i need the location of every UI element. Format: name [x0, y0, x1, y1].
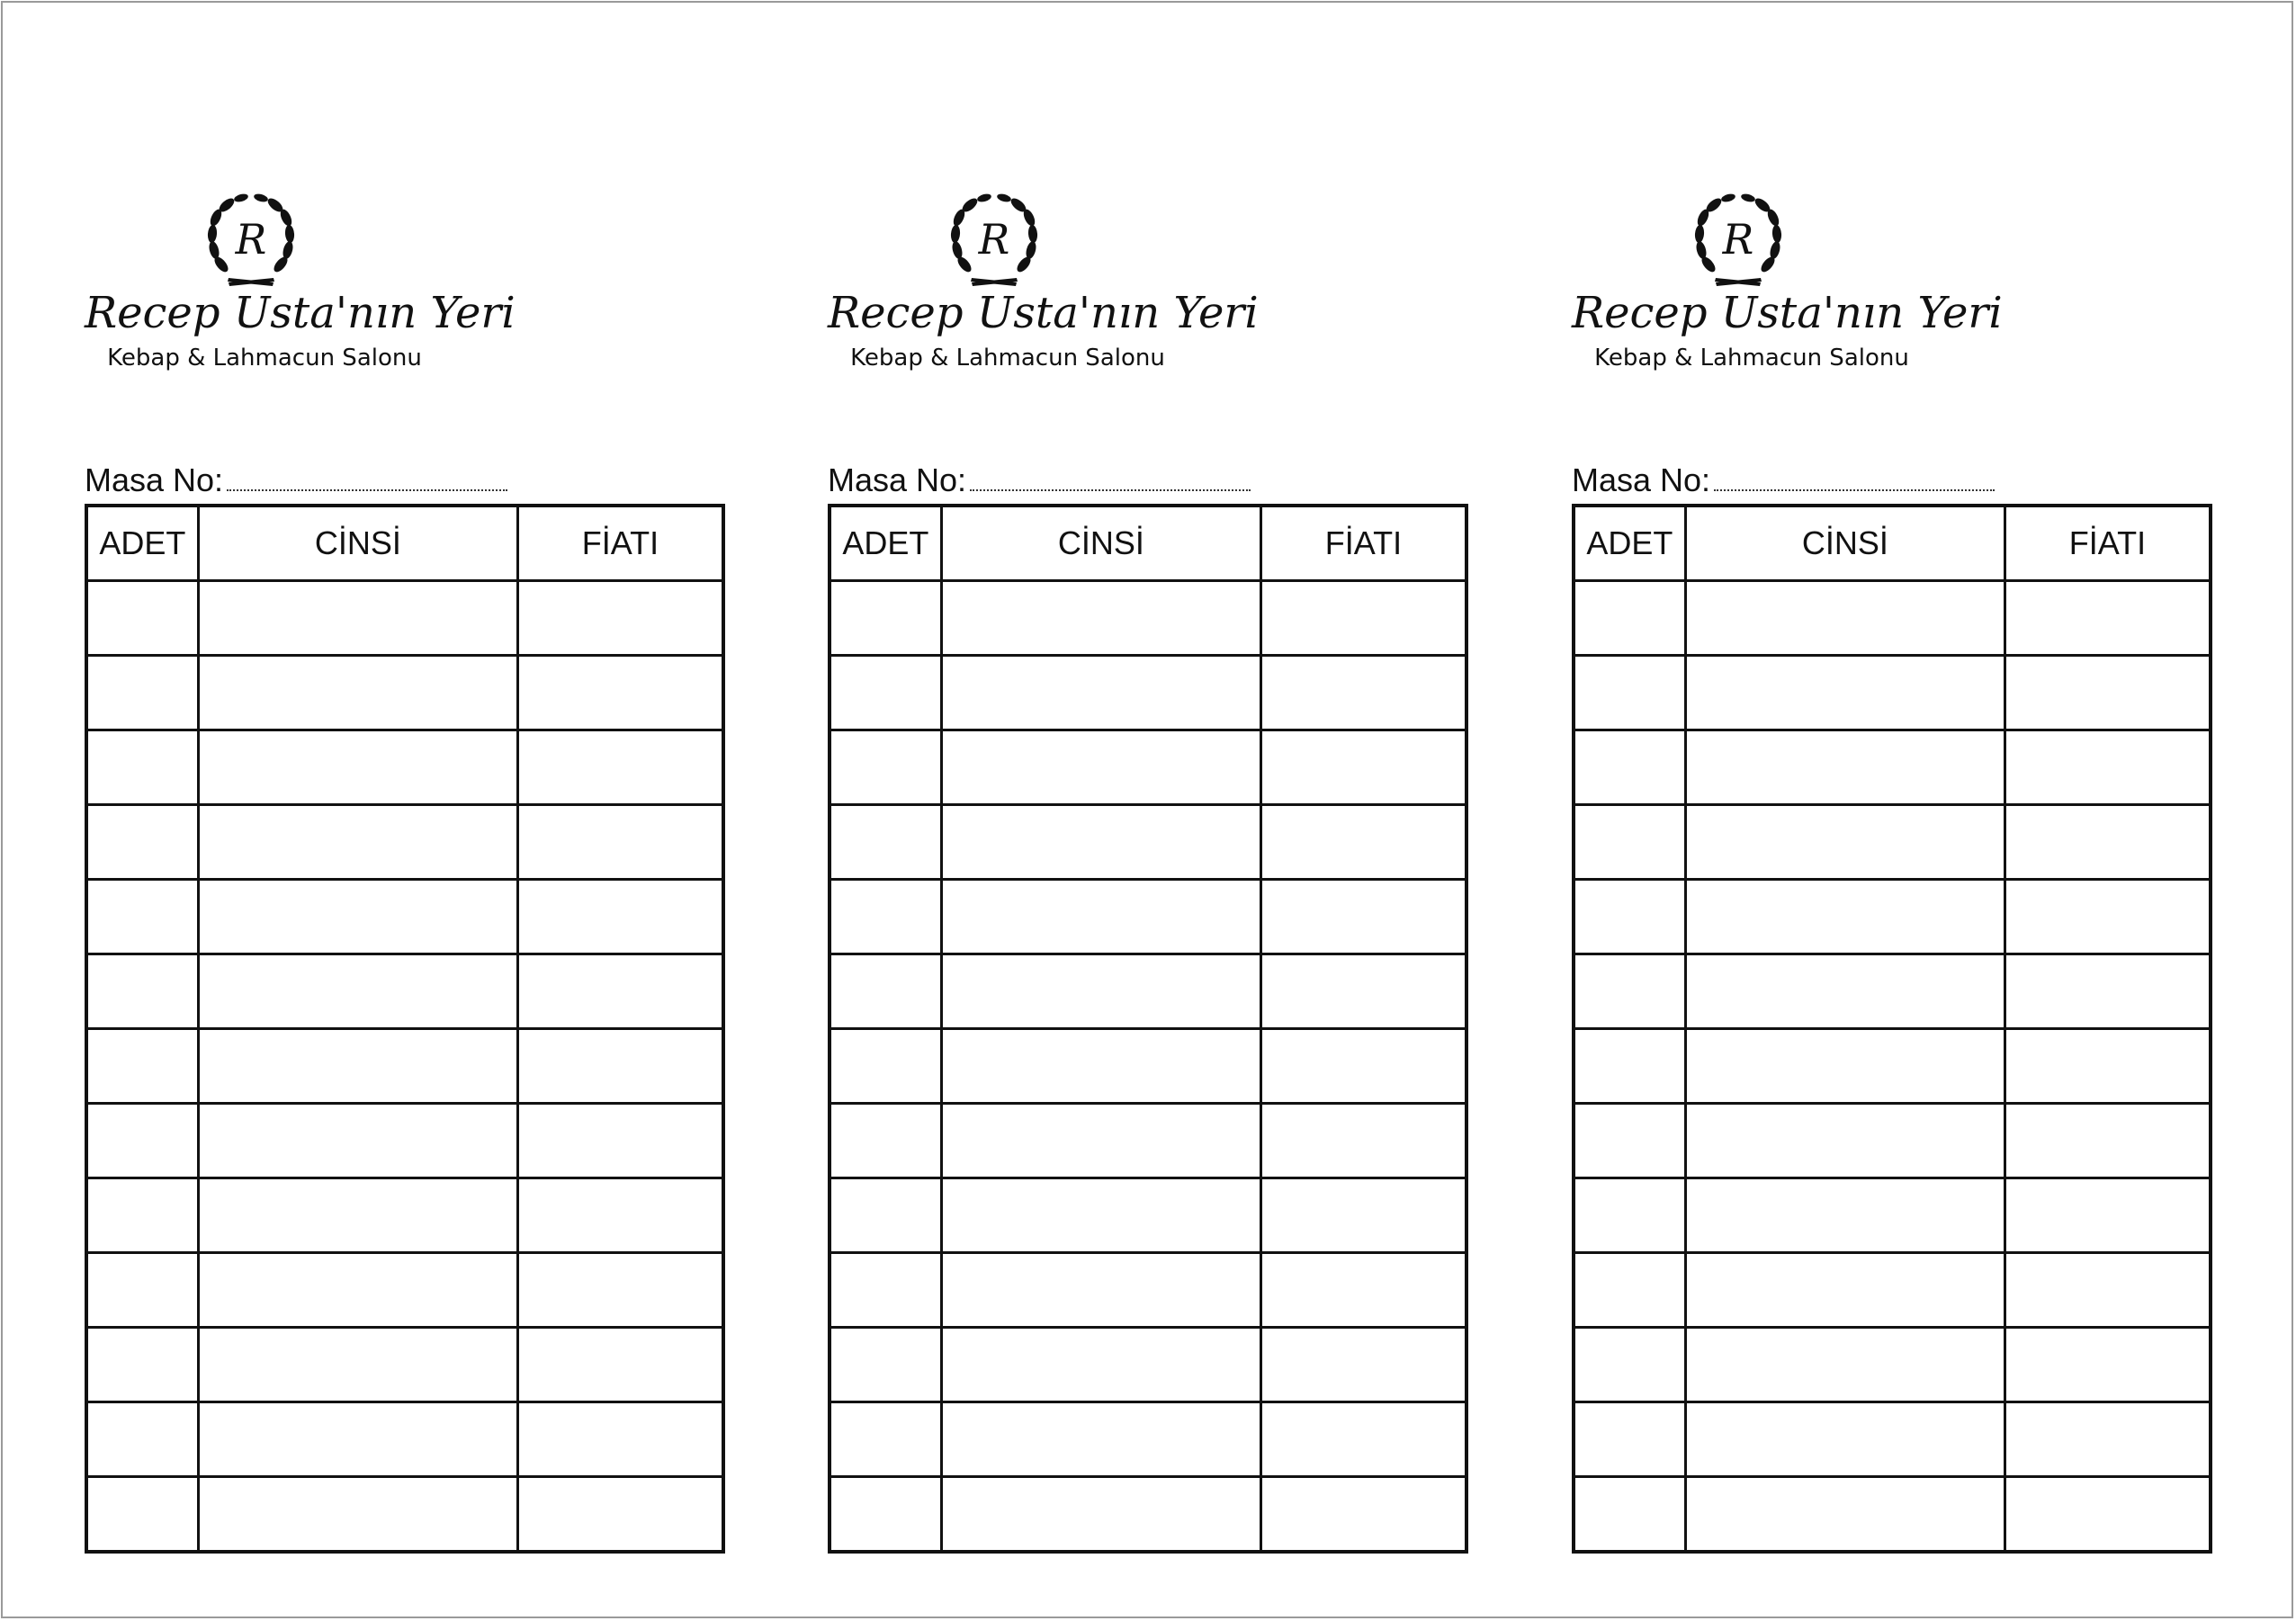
- cell-cinsi[interactable]: [941, 1328, 1260, 1402]
- cell-cinsi[interactable]: [198, 656, 517, 730]
- cell-fiati[interactable]: [517, 1402, 723, 1477]
- svg-text:R: R: [1722, 215, 1754, 264]
- table-row: [86, 1402, 723, 1477]
- cell-adet[interactable]: [86, 1328, 198, 1402]
- cell-fiati[interactable]: [2005, 1104, 2211, 1178]
- table-row: [830, 880, 1466, 954]
- table-row: [830, 1029, 1466, 1104]
- cell-adet[interactable]: [830, 581, 941, 656]
- cell-fiati[interactable]: [2005, 1402, 2211, 1477]
- cell-fiati[interactable]: [1260, 1402, 1466, 1477]
- cell-cinsi[interactable]: [198, 1029, 517, 1104]
- cell-fiati[interactable]: [517, 1178, 723, 1253]
- cell-fiati[interactable]: [1260, 656, 1466, 730]
- cell-fiati[interactable]: [2005, 1477, 2211, 1553]
- order-table: [1572, 504, 2212, 1554]
- cell-cinsi[interactable]: [198, 1104, 517, 1178]
- cell-adet[interactable]: [830, 880, 941, 954]
- table-row: [86, 656, 723, 730]
- cell-cinsi[interactable]: [198, 730, 517, 805]
- cell-cinsi[interactable]: [941, 730, 1260, 805]
- cell-adet[interactable]: [830, 1402, 941, 1477]
- cell-adet[interactable]: [830, 1477, 941, 1553]
- cell-adet[interactable]: [86, 1402, 198, 1477]
- cell-adet[interactable]: [86, 1104, 198, 1178]
- table-row: [86, 1253, 723, 1328]
- cell-fiati[interactable]: [1260, 1477, 1466, 1553]
- cell-fiati[interactable]: [2005, 954, 2211, 1029]
- cell-fiati[interactable]: [2005, 581, 2211, 656]
- cell-fiati[interactable]: [2005, 1328, 2211, 1402]
- column-header-fiati: FİATI: [517, 506, 723, 581]
- brand-name: Recep Usta'nın Yeri: [85, 288, 516, 338]
- table-row: [830, 656, 1466, 730]
- table-row: [830, 1402, 1466, 1477]
- cell-cinsi[interactable]: [1685, 1253, 2005, 1328]
- cell-adet[interactable]: [86, 1029, 198, 1104]
- column-header-fiati: FİATI: [1260, 506, 1466, 581]
- table-row: [830, 1104, 1466, 1178]
- table-row: [1574, 1104, 2211, 1178]
- cell-cinsi[interactable]: [1685, 1178, 2005, 1253]
- cell-adet[interactable]: [830, 1178, 941, 1253]
- cell-cinsi[interactable]: [198, 581, 517, 656]
- cell-cinsi[interactable]: [1685, 656, 2005, 730]
- brand-name: Recep Usta'nın Yeri: [828, 288, 1259, 338]
- column-header-cinsi: CİNSİ: [198, 506, 517, 581]
- cell-cinsi[interactable]: [941, 1477, 1260, 1553]
- cell-adet[interactable]: [830, 1029, 941, 1104]
- cell-fiati[interactable]: [517, 880, 723, 954]
- table-row: [830, 1253, 1466, 1328]
- table-row: [830, 805, 1466, 880]
- cell-fiati[interactable]: [517, 1029, 723, 1104]
- column-header-cinsi: CİNSİ: [1685, 506, 2005, 581]
- masa-no-dotted-line[interactable]: [1714, 489, 1995, 491]
- cell-fiati[interactable]: [517, 805, 723, 880]
- order-table: [85, 504, 725, 1554]
- cell-cinsi[interactable]: [1685, 1328, 2005, 1402]
- cell-adet[interactable]: [1574, 1328, 1685, 1402]
- cell-cinsi[interactable]: [941, 1253, 1260, 1328]
- cell-fiati[interactable]: [517, 1104, 723, 1178]
- cell-adet[interactable]: [86, 730, 198, 805]
- cell-adet[interactable]: [1574, 1477, 1685, 1553]
- cell-adet[interactable]: [1574, 880, 1685, 954]
- table-row: [86, 805, 723, 880]
- cell-fiati[interactable]: [2005, 1178, 2211, 1253]
- cell-cinsi[interactable]: [198, 1402, 517, 1477]
- cell-fiati[interactable]: [517, 656, 723, 730]
- cell-cinsi[interactable]: [1685, 1104, 2005, 1178]
- cell-cinsi[interactable]: [198, 1178, 517, 1253]
- cell-adet[interactable]: [830, 656, 941, 730]
- cell-adet[interactable]: [1574, 1402, 1685, 1477]
- table-row: [830, 581, 1466, 656]
- cell-adet[interactable]: [86, 581, 198, 656]
- cell-fiati[interactable]: [1260, 954, 1466, 1029]
- cell-cinsi[interactable]: [941, 880, 1260, 954]
- cell-fiati[interactable]: [1260, 805, 1466, 880]
- cell-cinsi[interactable]: [1685, 1029, 2005, 1104]
- order-table: [828, 504, 1468, 1554]
- cell-fiati[interactable]: [1260, 880, 1466, 954]
- cell-cinsi[interactable]: [1685, 1477, 2005, 1553]
- masa-no-label: Masa No:: [85, 461, 224, 498]
- cell-cinsi[interactable]: [941, 1402, 1260, 1477]
- cell-adet[interactable]: [86, 1477, 198, 1553]
- svg-text:R: R: [978, 215, 1010, 264]
- cell-fiati[interactable]: [517, 730, 723, 805]
- cell-cinsi[interactable]: [941, 656, 1260, 730]
- masa-no-label: Masa No:: [1572, 461, 1711, 498]
- cell-adet[interactable]: [1574, 656, 1685, 730]
- table-row: [1574, 730, 2211, 805]
- table-row: [830, 954, 1466, 1029]
- brand-subtitle: Kebap & Lahmacun Salonu: [1594, 345, 1909, 372]
- table-row: [86, 1178, 723, 1253]
- masa-no-dotted-line[interactable]: [970, 489, 1251, 491]
- cell-cinsi[interactable]: [941, 954, 1260, 1029]
- cell-adet[interactable]: [830, 1253, 941, 1328]
- table-row: [1574, 1029, 2211, 1104]
- table-row: [1574, 1253, 2211, 1328]
- cell-adet[interactable]: [830, 805, 941, 880]
- table-row: [86, 1104, 723, 1178]
- masa-no-field[interactable]: [1572, 462, 1995, 498]
- order-slip-3: [1572, 0, 2212, 1621]
- column-header-adet: ADET: [1574, 506, 1685, 581]
- cell-cinsi[interactable]: [941, 1029, 1260, 1104]
- cell-cinsi[interactable]: [198, 880, 517, 954]
- order-slip-2: [828, 0, 1468, 1621]
- cell-adet[interactable]: [86, 954, 198, 1029]
- table-row: [830, 1328, 1466, 1402]
- cell-adet[interactable]: [1574, 1029, 1685, 1104]
- table-row: [86, 954, 723, 1029]
- table-header-row: [86, 506, 723, 581]
- cell-adet[interactable]: [86, 1178, 198, 1253]
- cell-fiati[interactable]: [1260, 581, 1466, 656]
- masa-no-field[interactable]: [828, 462, 1251, 498]
- cell-cinsi[interactable]: [1685, 805, 2005, 880]
- table-row: [86, 1029, 723, 1104]
- laurel-wreath-logo-icon: [1689, 193, 1788, 291]
- cell-adet[interactable]: [1574, 805, 1685, 880]
- table-row: [1574, 1328, 2211, 1402]
- table-row: [86, 730, 723, 805]
- table-row: [1574, 954, 2211, 1029]
- table-row: [830, 1477, 1466, 1553]
- cell-adet[interactable]: [86, 656, 198, 730]
- cell-cinsi[interactable]: [1685, 1402, 2005, 1477]
- table-row: [1574, 1178, 2211, 1253]
- table-row: [86, 1328, 723, 1402]
- table-row: [1574, 1402, 2211, 1477]
- column-header-adet: ADET: [830, 506, 941, 581]
- table-row: [86, 880, 723, 954]
- table-row: [1574, 805, 2211, 880]
- column-header-fiati: FİATI: [2005, 506, 2211, 581]
- laurel-wreath-logo-icon: [945, 193, 1044, 291]
- cell-adet[interactable]: [1574, 954, 1685, 1029]
- cell-fiati[interactable]: [2005, 730, 2211, 805]
- cell-fiati[interactable]: [1260, 730, 1466, 805]
- brand-subtitle: Kebap & Lahmacun Salonu: [850, 345, 1165, 372]
- cell-cinsi[interactable]: [941, 805, 1260, 880]
- cell-adet[interactable]: [830, 954, 941, 1029]
- cell-fiati[interactable]: [517, 1328, 723, 1402]
- cell-fiati[interactable]: [1260, 1178, 1466, 1253]
- table-row: [1574, 581, 2211, 656]
- column-header-adet: ADET: [86, 506, 198, 581]
- cell-fiati[interactable]: [517, 581, 723, 656]
- masa-no-dotted-line[interactable]: [227, 489, 507, 491]
- cell-adet[interactable]: [1574, 1253, 1685, 1328]
- cell-fiati[interactable]: [1260, 1328, 1466, 1402]
- cell-cinsi[interactable]: [941, 1178, 1260, 1253]
- cell-fiati[interactable]: [2005, 1253, 2211, 1328]
- cell-adet[interactable]: [86, 1253, 198, 1328]
- cell-cinsi[interactable]: [198, 1328, 517, 1402]
- cell-adet[interactable]: [830, 730, 941, 805]
- cell-cinsi[interactable]: [198, 805, 517, 880]
- cell-adet[interactable]: [1574, 581, 1685, 656]
- laurel-wreath-logo-icon: [202, 193, 300, 291]
- table-row: [1574, 880, 2211, 954]
- order-slip-1: [85, 0, 725, 1621]
- brand-subtitle: Kebap & Lahmacun Salonu: [107, 345, 422, 372]
- masa-no-field[interactable]: [85, 462, 507, 498]
- cell-adet[interactable]: [1574, 1104, 1685, 1178]
- table-row: [86, 1477, 723, 1553]
- cell-adet[interactable]: [86, 880, 198, 954]
- table-header-row: [1574, 506, 2211, 581]
- cell-adet[interactable]: [830, 1104, 941, 1178]
- cell-fiati[interactable]: [517, 1477, 723, 1553]
- cell-fiati[interactable]: [2005, 805, 2211, 880]
- cell-adet[interactable]: [830, 1328, 941, 1402]
- cell-cinsi[interactable]: [198, 954, 517, 1029]
- table-row: [1574, 656, 2211, 730]
- cell-fiati[interactable]: [1260, 1253, 1466, 1328]
- cell-fiati[interactable]: [2005, 1029, 2211, 1104]
- cell-cinsi[interactable]: [1685, 880, 2005, 954]
- cell-cinsi[interactable]: [941, 581, 1260, 656]
- cell-fiati[interactable]: [2005, 880, 2211, 954]
- cell-adet[interactable]: [1574, 1178, 1685, 1253]
- table-row: [830, 730, 1466, 805]
- table-row: [86, 581, 723, 656]
- cell-cinsi[interactable]: [1685, 954, 2005, 1029]
- table-row: [1574, 1477, 2211, 1553]
- column-header-cinsi: CİNSİ: [941, 506, 1260, 581]
- table-row: [830, 1178, 1466, 1253]
- cell-cinsi[interactable]: [1685, 581, 2005, 656]
- cell-adet[interactable]: [86, 805, 198, 880]
- masa-no-label: Masa No:: [828, 461, 967, 498]
- cell-cinsi[interactable]: [198, 1253, 517, 1328]
- cell-fiati[interactable]: [517, 954, 723, 1029]
- cell-cinsi[interactable]: [941, 1104, 1260, 1178]
- brand-name: Recep Usta'nın Yeri: [1572, 288, 2003, 338]
- svg-text:R: R: [235, 215, 267, 264]
- cell-cinsi[interactable]: [198, 1477, 517, 1553]
- cell-fiati[interactable]: [1260, 1104, 1466, 1178]
- cell-fiati[interactable]: [2005, 656, 2211, 730]
- cell-adet[interactable]: [1574, 730, 1685, 805]
- cell-cinsi[interactable]: [1685, 730, 2005, 805]
- cell-fiati[interactable]: [517, 1253, 723, 1328]
- table-header-row: [830, 506, 1466, 581]
- cell-fiati[interactable]: [1260, 1029, 1466, 1104]
